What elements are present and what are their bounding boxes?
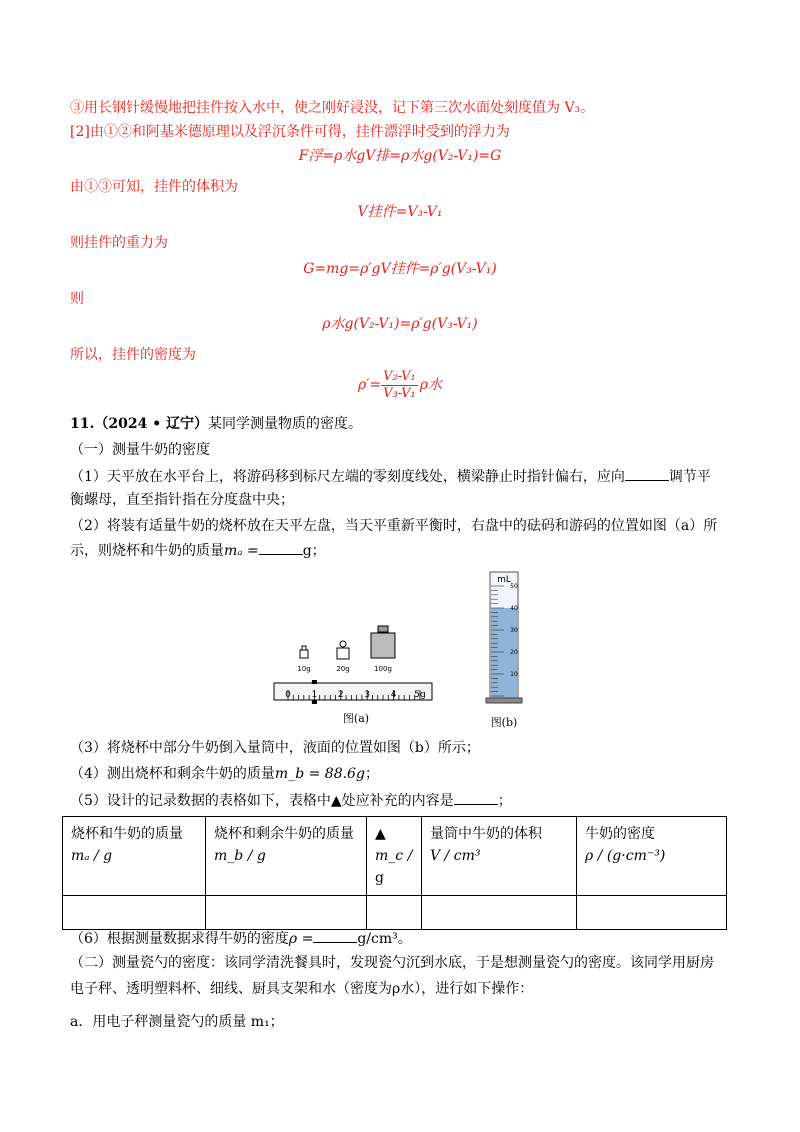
answer-blank-1[interactable]: [625, 466, 669, 481]
table-header-cell: 量筒中牛奶的体积 V / cm³: [422, 817, 577, 896]
answer-blank-5[interactable]: [454, 790, 498, 805]
answer-blank-6[interactable]: [313, 928, 357, 943]
question-5-text: （5）设计的记录数据的表格如下，表格中▲处应补充的内容是: [70, 793, 454, 809]
figure-a: [268, 618, 438, 730]
rider-marker: [312, 680, 317, 684]
solution-buoyancy-intro: [2]由①②和阿基米德原理以及浮沉条件可得，挂件漂浮时受到的浮力为: [70, 124, 510, 140]
density-numerator: V₂-V₁: [383, 368, 416, 384]
density-variable: ρ =: [288, 931, 314, 947]
question-1-text-tail: 调节平: [668, 469, 711, 485]
question-4-text: （4）测出烧杯和剩余牛奶的质量: [70, 766, 275, 782]
table-cell[interactable]: [367, 896, 422, 930]
step-a: a．用电子秤测量瓷勺的质量 m₁；: [70, 1014, 284, 1030]
question-2-line2: [70, 540, 326, 561]
question-1-line2: 衡螺母，直至指针指在分度盘中央；: [70, 492, 294, 508]
question-1-text: （1）天平放在水平台上，将游码移到标尺左端的零刻度线处，横梁静止时指针偏右，应向: [70, 469, 625, 485]
scale-tick-label: 5g: [414, 690, 426, 700]
cylinder-tick-label: 40: [510, 605, 518, 612]
solution-step3: ③用长钢针缓慢地把挂件按入水中，使之刚好浸没，记下第三次水面处刻度值为 V₃。: [70, 100, 595, 116]
equation-density: [0, 368, 800, 402]
problem-header: [70, 414, 362, 434]
problem-source: （2024 • 辽宁）: [94, 416, 209, 432]
table-header-cell: 牛奶的密度 ρ / (g·cm⁻³): [577, 817, 727, 896]
equation-density-lhs: ρ′=: [357, 377, 382, 393]
scale-tick-label: 1: [311, 690, 318, 700]
table-cell[interactable]: [422, 896, 577, 930]
figure-b-caption: 图(b): [490, 716, 518, 729]
question-5: [70, 790, 512, 811]
question-2-unit: g；: [302, 543, 326, 559]
solution-gravity-intro: 则挂件的重力为: [70, 235, 168, 251]
problem-number: 11.: [70, 416, 95, 432]
table-cell[interactable]: [63, 896, 206, 930]
weight-100g-icon: [371, 626, 395, 658]
question-2-text: 示，则烧杯和牛奶的质量: [70, 543, 224, 559]
scale-tick-label: 4: [390, 690, 397, 700]
equation-balance: ρ水g(V₂-V₁)=ρ′g(V₃-V₁): [322, 316, 478, 332]
question-2-line1: （2）将装有适量牛奶的烧杯放在天平左盘，当天平重新平衡时，右盘中的砝码和游码的位置如图（a）所: [70, 518, 718, 534]
cylinder-tick-label: 10: [510, 671, 518, 678]
answer-blank-2[interactable]: [259, 540, 303, 555]
question-6: [70, 928, 412, 949]
table-header-cell: 烧杯和牛奶的质量 mₐ / g: [63, 817, 206, 896]
cylinder-tick-label: 20: [510, 649, 518, 656]
table-cell[interactable]: [206, 896, 367, 930]
rider-scale-bar: [274, 683, 432, 700]
cylinder-tick-label: 50: [510, 583, 518, 590]
scale-tick-label: 0: [285, 690, 291, 700]
question-6-unit: g/cm³。: [357, 931, 412, 947]
problem-stem: 某同学测量物质的密度。: [208, 416, 363, 432]
equation-volume: V挂件=V₃-V₁: [357, 204, 443, 220]
question-5-end: ；: [497, 793, 512, 809]
table-cell[interactable]: [577, 896, 727, 930]
figure-b: [480, 566, 542, 732]
scale-tick-label: 2: [337, 690, 344, 700]
table-header-cell: ▲ m_c / g: [367, 817, 422, 896]
question-4: [70, 764, 379, 784]
part2-line1: （二）测量瓷勺的密度：该同学清洗餐具时，发现瓷勺沉到水底，于是想测量瓷勺的密度。该同学用厨房: [70, 955, 714, 971]
density-fraction: [381, 369, 418, 402]
table-header-row: [63, 817, 727, 896]
solution-density-intro: 所以，挂件的密度为: [70, 347, 196, 363]
solution-then: 则: [70, 291, 84, 307]
equation-gravity: G=mg=ρ′gV挂件=ρ′g(V₃-V₁): [303, 261, 497, 277]
record-table: [62, 816, 727, 930]
table-row: [63, 896, 727, 930]
cylinder-base: [486, 698, 522, 703]
weight-20g-icon: [337, 641, 349, 659]
weight-label-10g: 10g: [297, 665, 311, 673]
solution-volume-intro: 由①③可知，挂件的体积为: [70, 179, 238, 195]
weight-label-20g: 20g: [336, 665, 350, 673]
scale-tick-label: 3: [364, 690, 371, 700]
part2-line2: 电子秤、透明塑料杯、细线、厨具支架和水（密度为ρ水），进行如下操作：: [70, 981, 534, 997]
weight-10g-icon: [300, 646, 308, 658]
question-6-text: （6）根据测量数据求得牛奶的密度: [70, 931, 289, 947]
mass-b-value: m_b = 88.6g: [274, 766, 365, 782]
question-3: （3）将烧杯中部分牛奶倒入量筒中，液面的位置如图（b）所示；: [70, 740, 480, 756]
rider-marker-bottom: [312, 700, 317, 704]
question-4-end: ；: [364, 766, 379, 782]
table-header-cell: 烧杯和剩余牛奶的质量 m_b / g: [206, 817, 367, 896]
figure-a-caption: 图(a): [342, 712, 370, 725]
equation-density-rhs: ρ水: [419, 377, 443, 393]
density-denominator: V₃-V₁: [383, 385, 416, 401]
weight-label-100g: 100g: [374, 665, 392, 673]
question-1-line1: [70, 466, 711, 487]
part1-title: （一）测量牛奶的密度: [70, 442, 210, 458]
equation-buoyancy: F浮=ρ水gV排=ρ水g(V₂-V₁)=G: [298, 148, 502, 164]
cylinder-unit: mL: [497, 575, 511, 585]
cylinder-tick-label: 30: [510, 627, 518, 634]
mass-a-variable: mₐ =: [224, 543, 259, 559]
